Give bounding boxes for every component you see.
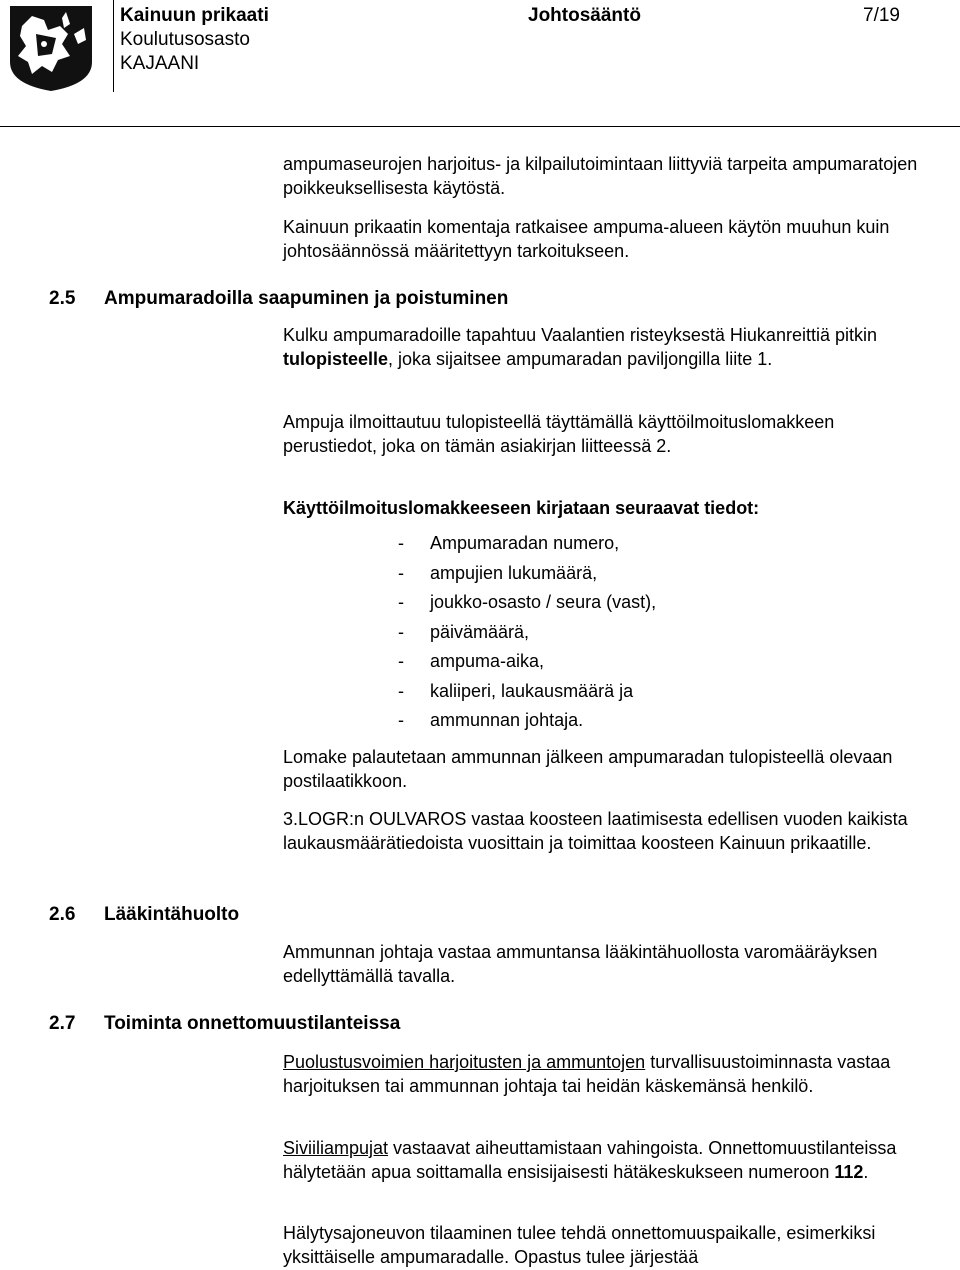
- section-number: 2.5: [49, 288, 76, 309]
- form-fields-list: [398, 531, 656, 738]
- coat-of-arms-logo: [8, 4, 94, 92]
- s25-paragraph-2: Ampuja ilmoittautuu tulopisteellä täyttämällä käyttöilmoituslomakkeen perustiedot, joka on tämän asiakirjan liitteessä 2.: [283, 412, 835, 456]
- list-item: - päivämäärä,: [398, 621, 530, 642]
- list-item: - Ampumaradan numero,: [398, 533, 620, 553]
- list-item: - kaliiperi, laukausmäärä ja: [398, 680, 634, 701]
- s27-paragraph-1: Puolustusvoimien harjoitusten ja ammuntojen turvallisuustoiminnasta vastaa harjoituksen tai ammunnan johtaja tai heidän käskemänsä henkilö.: [283, 1052, 891, 1096]
- list-item: - joukko-osasto / seura (vast),: [398, 592, 657, 612]
- list-item: - ammunnan johtaja.: [398, 710, 584, 730]
- section-heading-2-5: [49, 287, 508, 311]
- document-title: Johtosääntö: [528, 5, 641, 26]
- s26-paragraph-1: Ammunnan johtaja vastaa ammuntansa lääkintähuollosta varomääräyksen edellyttämällä tavalla.: [283, 942, 878, 986]
- section-title: Toiminta onnettomuustilanteissa: [104, 1013, 401, 1034]
- section-number: 2.6: [49, 904, 76, 925]
- header-separator: [113, 0, 114, 92]
- section-title: Lääkintähuolto: [104, 904, 240, 925]
- section-heading-2-6: [49, 903, 239, 927]
- list-item: - ampujien lukumäärä,: [398, 562, 598, 583]
- page-number: 7/19: [863, 5, 900, 26]
- section-heading-2-7: [49, 1012, 400, 1036]
- section-title: Ampumaradoilla saapuminen ja poistuminen: [104, 288, 509, 309]
- s25-paragraph-3: Lomake palautetaan ammunnan jälkeen ampumaradan tulopisteellä olevaan postilaatikkoon.: [283, 747, 893, 791]
- s27-paragraph-2: Siviiliampujat vastaavat aiheuttamistaan vahingoista. Onnettomuustilanteissa hälytetään apua soittamalla ensisijaisesti hätäkeskukseen numeroon 112.: [283, 1138, 897, 1182]
- intro-paragraph-1: ampumaseurojen harjoitus- ja kilpailutoimintaan liittyviä tarpeita ampumaratojen poikkeuksellisesta käytöstä.: [283, 154, 918, 198]
- s27-paragraph-3: Hälytysajoneuvon tilaaminen tulee tehdä onnettomuuspaikalle, esimerkiksi yksittäiselle ampumaradalle. Opastus tulee järjestää: [283, 1223, 876, 1267]
- s25-list-heading: Käyttöilmoituslomakkeeseen kirjataan seuraavat tiedot:: [283, 498, 760, 518]
- header-rule: [0, 126, 960, 127]
- header-org: Kainuun prikaati: [120, 5, 269, 26]
- header-city: KAJAANI: [120, 53, 200, 74]
- s25-paragraph-1: Kulku ampumaradoille tapahtuu Vaalantien risteyksestä Hiukanreittiä pitkin tulopisteelle, joka sijaitsee ampumaradan paviljongilla liite 1.: [283, 325, 877, 369]
- list-item: - ampuma-aika,: [398, 651, 545, 671]
- header-unit: Koulutusosasto: [120, 29, 250, 50]
- intro-paragraph-2: Kainuun prikaatin komentaja ratkaisee ampuma-alueen käytön muuhun kuin johtosäännössä määritettyyn tarkoitukseen.: [283, 217, 890, 261]
- s25-paragraph-4: 3.LOGR:n OULVAROS vastaa koosteen laatimisesta edellisen vuoden kaikista laukausmäärätiedoista vuosittain ja toimittaa koosteen Kainuun prikaatille.: [283, 809, 908, 853]
- section-number: 2.7: [49, 1013, 76, 1034]
